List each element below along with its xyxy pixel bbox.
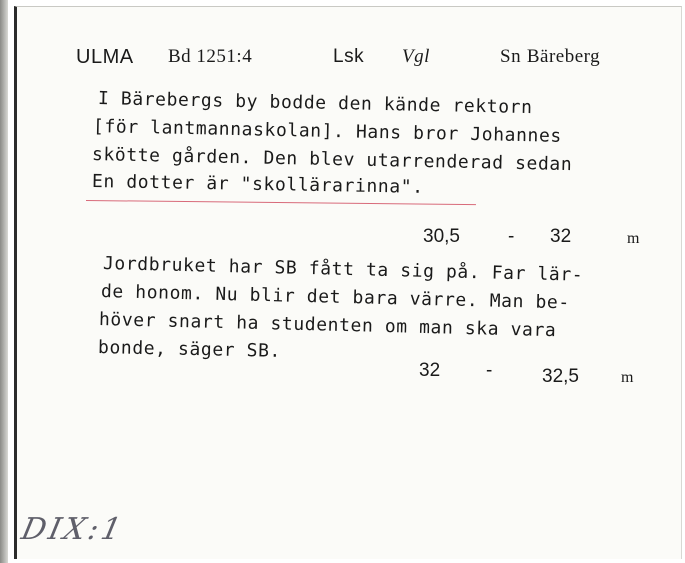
ref2-unit: m [621,369,634,386]
ref1-dash: - [508,226,515,247]
ref1-from: 30,5 [423,226,460,247]
volume-number: Bd 1251:4 [168,46,253,67]
parish-prefix: Sn [500,46,522,67]
district-code: Vgl [402,46,430,67]
paragraph1-line: skötte gården. Den blev utarrenderad sedan [91,144,573,176]
parish-label [500,46,600,68]
ref2-from: 32 [419,360,441,381]
ref2-dash: - [486,360,493,381]
archive-code: ULMA [76,46,134,68]
paragraph1-line: En dotter är "skollärarinna". [91,171,424,198]
ref1-unit: m [627,230,640,247]
scan-edge [0,0,8,563]
paragraph1-line: [för lantmannaskolan]. Hans bror Johannes [92,116,563,147]
handwritten-mark: DIX:1 [18,512,128,547]
paragraph2-line: de honom. Nu blir det bara värre. Man be- [100,281,571,314]
paragraph2-line: Jordbruket har SB fått ta sig på. Far lär- [102,253,584,286]
paragraph1-line: I Bärebergs by bodde den kände rektorn [97,88,533,119]
region-code: Lsk [333,46,365,67]
ref2-to: 32,5 [542,366,579,387]
ref1-to: 32 [550,226,572,247]
paragraph2-line: bonde, säger SB. [97,337,282,362]
paragraph2-line: höver snart ha studenten om man ska vara [98,309,557,342]
parish-name: Bäreberg [526,46,601,67]
